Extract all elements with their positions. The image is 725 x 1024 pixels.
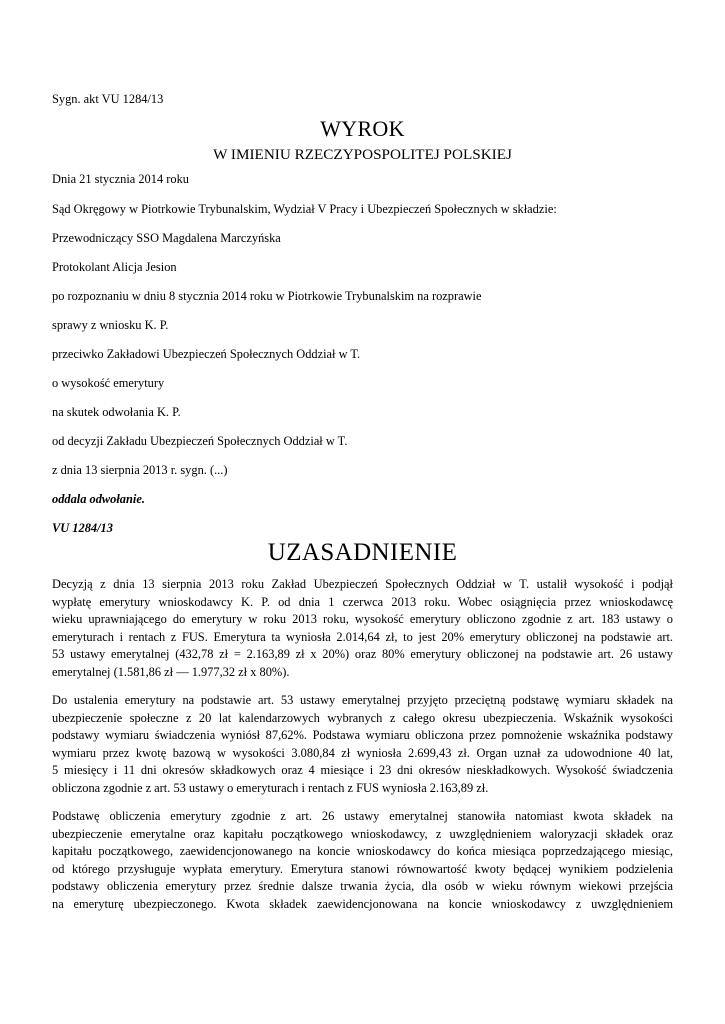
decision-origin: od decyzji Zakładu Ubezpieczeń Społecznych Oddział w T.: [52, 434, 348, 448]
paragraph-line: Do ustalenia emerytury na podstawie art. 53 ustawy emerytalnej przyjęto przeciętną podstawę wymiaru składek na: [52, 693, 673, 707]
case-reference: Sygn. akt VU 1284/13: [52, 92, 164, 106]
paragraph-2: [52, 692, 673, 797]
paragraph-line: wymiaru przez kwotę bazową w wysokości 3.080,84 zł wyniosła 2.699,43 zł. Organ uznał za udowodnione 40 lat,: [52, 745, 673, 760]
judgment-date: Dnia 21 stycznia 2014 roku: [52, 172, 189, 186]
paragraph-line: Podstawę obliczenia emerytury zgodnie z art. 26 ustawy emerytalnej stanowiła natomiast kwota składek na: [52, 809, 673, 823]
paragraph-line: obliczona zgodnie z art. 53 ustawy o emeryturach i rentach z FUS wyniosła 2.163,89 zł.: [52, 780, 489, 795]
case-applicant: sprawy z wniosku K. P.: [52, 318, 169, 332]
appeal-origin: na skutek odwołania K. P.: [52, 405, 181, 419]
paragraph-line: ubezpieczenie społeczne z 20 lat kalendarzowych wybranych z całego okresu ubezpieczenia. Wskaźnik wysokości: [52, 710, 673, 725]
paragraph-line: wypłatę emerytury wnioskodawcy K. P. od dnia 1 czerwca 2013 roku. Wobec osiągnięcia przez wnioskodawcę: [52, 594, 673, 609]
paragraph-line: podstawy obliczenia emerytury przez średnie dalsze trwania życia, dla osób w wieku równym wiekowi przejścia: [52, 879, 673, 893]
paragraph-line: emeryturach i rentach z FUS. Emerytura ta wyniosła 2.014,64 zł, to jest 20% emerytury obliczonej na podstawie art.: [52, 629, 673, 644]
paragraph-line: 5 miesięcy i 11 dni okresów składkowych oraz 4 miesiące i 23 dni okresów nieskładkowych. Wysokość świadczenia: [52, 763, 673, 777]
paragraph-line: Decyzją z dnia 13 sierpnia 2013 roku Zakład Ubezpieczeń Społecznych Oddział w T. ustalił wysokość i podjął: [52, 577, 673, 591]
court-clerk: Protokolant Alicja Jesion: [52, 260, 177, 274]
paragraph-1: [52, 576, 673, 681]
paragraph-line: 53 ustawy emerytalnej (432,78 zł = 2.163,89 zł x 20%) oraz 80% emerytury obliczonej na podstawie art. 26 ustawy: [52, 647, 673, 661]
case-reference-italic: VU 1284/13: [52, 521, 113, 535]
paragraph-line: emerytalnej (1.581,86 zł — 1.977,32 zł x 80%).: [52, 664, 290, 679]
judgment-subtitle: W IMIENIU RZECZYPOSPOLITEJ POLSKIEJ: [213, 146, 512, 163]
case-defendant: przeciwko Zakładowi Ubezpieczeń Społecznych Oddział w T.: [52, 347, 361, 361]
presiding-judge: Przewodniczący SSO Magdalena Marczyńska: [52, 231, 281, 245]
paragraph-3: [52, 808, 673, 913]
judgment-title: WYROK: [320, 116, 405, 141]
paragraph-line: od którego przysługuje wypłata emerytury. Emerytura stanowi równowartość kwoty będącej wynikiem podzielenia: [52, 861, 673, 876]
paragraph-line: podstawy wymiaru świadczenia wyniósł 87,62%. Podstawa wymiaru obliczona przez pomnożenie wskaźnika podstawy: [52, 728, 673, 742]
paragraph-line: ubezpieczenie emerytalne oraz kapitału początkowego wnioskodawcy, z uwzględnieniem waloryzacji składek oraz: [52, 826, 673, 841]
court-composition: Sąd Okręgowy w Piotrkowie Trybunalskim, Wydział V Pracy i Ubezpieczeń Społecznych w składzie:: [52, 202, 557, 216]
hearing-info: po rozpoznaniu w dniu 8 stycznia 2014 roku w Piotrkowie Trybunalskim na rozprawie: [52, 289, 482, 303]
paragraph-line: kapitału początkowego, zaewidencjonowanego na koncie wnioskodawcy do końca miesiąca poprzedzającego miesiąc,: [52, 844, 673, 858]
case-subject: o wysokość emerytury: [52, 376, 165, 390]
decision-date: z dnia 13 sierpnia 2013 r. sygn. (...): [52, 463, 228, 477]
paragraph-line: na emeryturę ubezpieczonego. Kwota składek zaewidencjonowana na koncie wnioskodawcy z uwzględnieniem: [52, 896, 673, 911]
verdict: oddala odwołanie.: [52, 492, 145, 506]
section-title: UZASADNIENIE: [267, 539, 458, 566]
paragraph-line: wieku uprawniającego do emerytury w roku 2013 roku, wysokość emerytury obliczono zgodnie z art. 183 ustawy o: [52, 612, 673, 626]
